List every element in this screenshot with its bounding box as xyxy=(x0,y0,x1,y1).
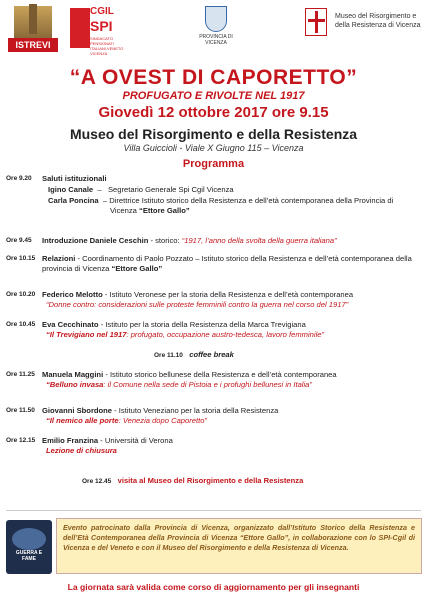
istrevi-logo xyxy=(8,6,58,52)
speaker-name: Manuela Maggini xyxy=(42,370,104,379)
item-note: Lezione di chiusura xyxy=(46,446,117,455)
item-title: coffee break xyxy=(189,350,234,359)
item-time: Ore 11.50 xyxy=(6,407,35,414)
museo-logo-label: Museo del Risorgimento e della Resistenza di Vicenza xyxy=(335,13,421,29)
item-title: Saluti istituzionali xyxy=(42,174,107,183)
item-title: visita al Museo del Risorgimento e della Resistenza xyxy=(117,476,304,485)
speaker-name: Eva Cecchinato xyxy=(42,320,99,329)
item-quote: : Venezia dopo Caporetto” xyxy=(118,416,207,425)
item-time: Ore 11.10 xyxy=(154,352,183,359)
cgil-mark-icon xyxy=(70,8,90,48)
item-quote: : il Comune nella sede di Pistoia e i profughi bellunesi in Italia” xyxy=(103,380,312,389)
item-quote: “Donne contro: considerazioni sulle proteste femminili contro la guerra nel corso del 1917” xyxy=(46,300,349,309)
speaker-role: Segretario Generale Spi Cgil Vicenza xyxy=(107,185,234,194)
item-time: Ore 9.45 xyxy=(6,237,32,244)
crest-icon xyxy=(305,8,327,36)
speaker-name: Giovanni Sbordone xyxy=(42,406,113,415)
item-time: Ore 11.25 xyxy=(6,371,35,378)
logo-bar xyxy=(0,4,427,54)
item-time: Ore 10.20 xyxy=(6,291,36,298)
speaker-role: - Istituto Veneziano per la storia della Resistenza xyxy=(114,406,279,415)
tower-icon xyxy=(14,6,52,38)
item-quote-lead: “Belluno invasa xyxy=(46,380,104,389)
item-time: Ore 9.20 xyxy=(6,175,32,182)
teacher-training-note: La giornata sarà valida come corso di aggiornamento per gli insegnanti xyxy=(67,582,360,592)
item-quote-lead: “Il nemico alle porte xyxy=(46,416,119,425)
item-title: Relazioni xyxy=(42,254,76,263)
venue-address: Villa Guiccioli - Viale X Giugno 115 – Vicenza xyxy=(123,143,304,153)
speaker-role: Direttrice Istituto storico della Resistenza e dell’età contemporanea della Provincia di Vicenza xyxy=(109,196,394,215)
spi-label: SPI xyxy=(90,18,113,34)
book-cover-image xyxy=(6,520,52,574)
item-quote: “Ettore Gallo” xyxy=(111,264,163,273)
istrevi-label: ISTREVI xyxy=(8,38,58,52)
shield-icon xyxy=(205,6,227,32)
book-title: GUERRA E FAME xyxy=(15,550,43,562)
speaker-role: - Istituto Veronese per la storia della Resistenza e dell’età contemporanea xyxy=(104,290,354,299)
speaker-role: - Università di Verona xyxy=(100,436,173,445)
item-quote: “1917, l’anno della svolta della guerra italiana” xyxy=(181,236,337,245)
cgil-label: CGIL xyxy=(90,6,114,17)
speaker-name: Carla Poncina xyxy=(48,196,99,205)
helmet-icon xyxy=(12,528,46,550)
provincia-label: PROVINCIA DI VICENZA xyxy=(199,34,233,46)
speaker-role: - Istituto storico bellunese della Resistenza e dell’età contemporanea xyxy=(105,370,337,379)
event-date: Giovedì 12 ottobre 2017 ore 9.15 xyxy=(98,104,329,121)
item-time: Ore 12.15 xyxy=(6,437,36,444)
venue-name: Museo del Risorgimento e della Resistenza xyxy=(69,126,358,142)
speaker-name: Federico Melotto xyxy=(42,290,103,299)
page-title: “A OVEST DI CAPORETTO” xyxy=(69,66,358,89)
speaker-role: - Istituto per la storia della Resistenza della Marca Trevigiana xyxy=(100,320,306,329)
speaker-name: Igino Canale xyxy=(48,185,94,194)
divider xyxy=(6,510,421,511)
item-time: Ore 10.45 xyxy=(6,321,36,328)
speaker-name: Emilio Franzina xyxy=(42,436,99,445)
item-desc: - storico: xyxy=(150,236,180,245)
speaker-quote: “Ettore Gallo” xyxy=(139,206,190,215)
program-heading: Programma xyxy=(182,158,245,170)
cgil-sub-label: SINDACATO PENSIONATI ITALIANI VENETO VICENZA xyxy=(90,36,124,56)
item-quote: : profugato, occupazione austro-tedesca, lavoro femminile” xyxy=(126,330,325,339)
item-title: Introduzione Daniele Ceschin xyxy=(42,236,149,245)
patronage-box: Evento patrocinato dalla Provincia di Vicenza, organizzato dall’Istituto Storico della Resistenza e dell’Età Contemporanea della Provincia di Vicenza “Ettore Gallo”, in collaborazione con lo SPI-Cgil di Vicenza e del Veneto e con il Museo del Risorgimento e della Resistenza di Vicenza. xyxy=(56,518,422,574)
item-desc: - Coordinamento di Paolo Pozzato – Istituto storico della Resistenza e dell’età contemporanea della provincia di Vicenza xyxy=(42,254,412,273)
item-time: Ore 12.45 xyxy=(82,478,112,485)
cgil-spi-logo xyxy=(70,6,124,56)
museo-logo xyxy=(305,8,425,48)
page-subtitle: PROFUGATO E RIVOLTE NEL 1917 xyxy=(122,90,305,102)
item-time: Ore 10.15 xyxy=(6,255,36,262)
provincia-logo xyxy=(196,6,236,54)
item-quote-lead: “Il Trevigiano nel 1917 xyxy=(46,330,127,339)
